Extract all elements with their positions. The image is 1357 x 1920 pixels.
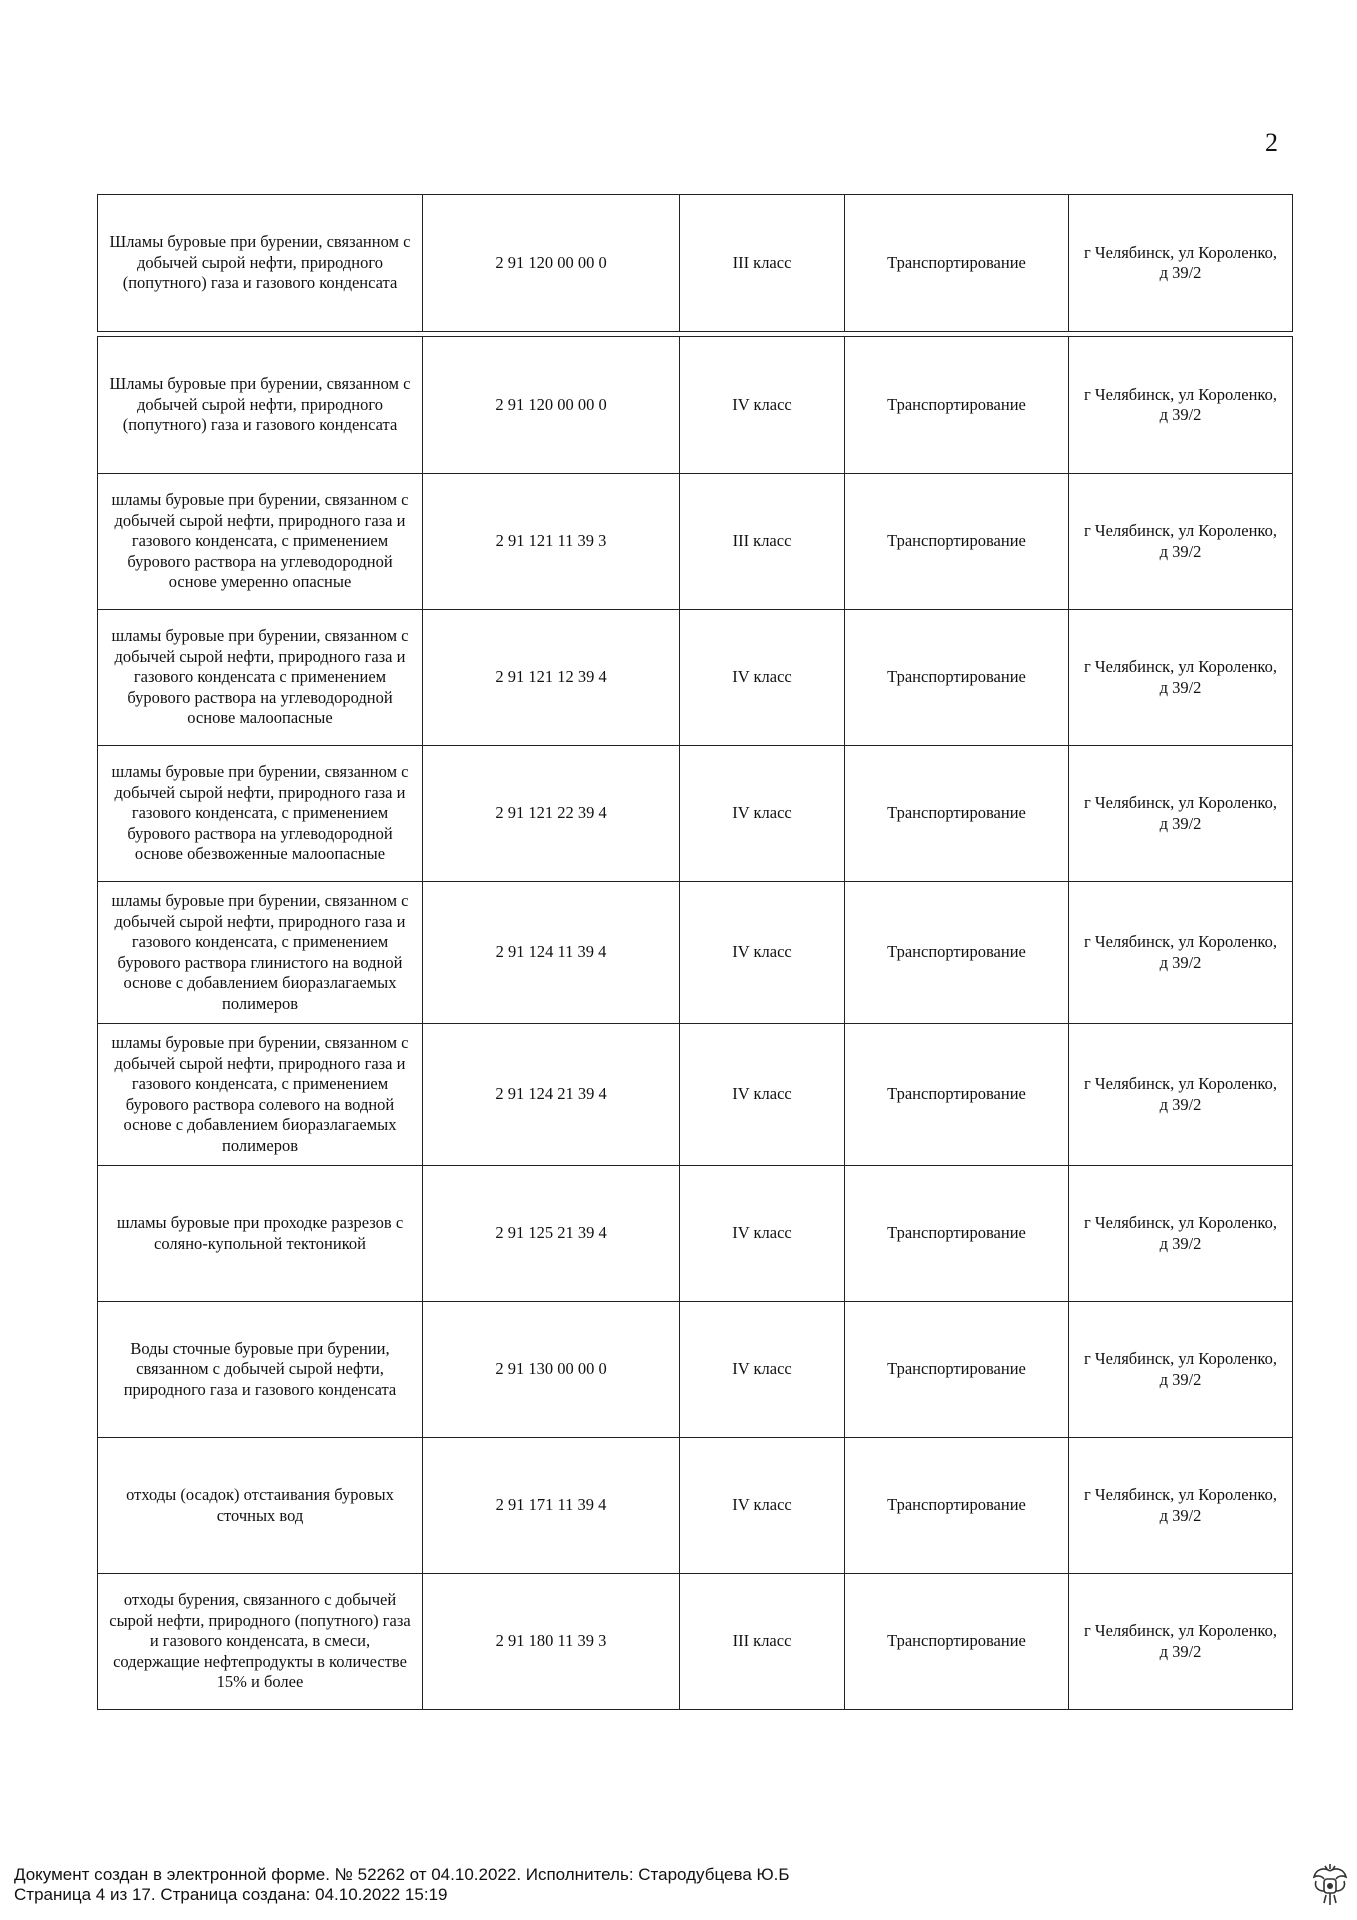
hazard-class-cell: III класс: [679, 1574, 844, 1709]
hazard-class-cell: IV класс: [679, 337, 844, 473]
waste-name-cell: шламы буровые при бурении, связанном с добычей сырой нефти, природного газа и газового конденсата, с применением бурового раствора на углеводородной основе обезвоженные малоопасные: [111, 762, 409, 864]
waste-name-cell: Воды сточные буровые при бурении, связанном с добычей сырой нефти, природного газа и газового конденсата: [123, 1338, 397, 1399]
address-cell: г Челябинск, ул Короленко, д 39/2: [1068, 1024, 1292, 1165]
waste-name-cell: шламы буровые при бурении, связанном с добычей сырой нефти, природного газа и газового конденсата с применением бурового раствора на углеводородной основе малоопасные: [111, 626, 409, 728]
page-number: 2: [1265, 128, 1278, 157]
hazard-class-cell: IV класс: [679, 746, 844, 881]
address-cell: г Челябинск, ул Короленко, д 39/2: [1068, 1574, 1292, 1709]
address-cell: г Челябинск, ул Короленко, д 39/2: [1068, 1166, 1292, 1301]
document-footer: [14, 1865, 790, 1905]
waste-name-cell: шламы буровые при бурении, связанном с добычей сырой нефти, природного газа и газового конденсата, с применением бурового раствора солевого на водной основе с добавлением биоразлагаемых полимеров: [111, 1033, 409, 1155]
hazard-class-cell: IV класс: [679, 1166, 844, 1301]
waste-code-cell: 2 91 125 21 39 4: [422, 1166, 679, 1301]
address-cell: г Челябинск, ул Короленко, д 39/2: [1068, 882, 1292, 1023]
table-row: [98, 473, 1292, 609]
waste-name-cell: шламы буровые при бурении, связанном с добычей сырой нефти, природного газа и газового конденсата, с применением бурового раствора глинистого на водной основе с добавлением биоразлагаемых полимеров: [111, 891, 409, 1013]
state-emblem-icon: [1310, 1863, 1350, 1907]
table-row: [98, 195, 1292, 331]
table-row: [98, 1573, 1292, 1709]
activity-type-cell: Транспортирование: [844, 1302, 1068, 1437]
hazard-class-cell: IV класс: [679, 610, 844, 745]
waste-name-cell: шламы буровые при проходке разрезов с соляно-купольной тектоникой: [116, 1213, 404, 1253]
hazard-class-cell: IV класс: [679, 1024, 844, 1165]
waste-code-cell: 2 91 124 11 39 4: [422, 882, 679, 1023]
waste-name-cell: отходы (осадок) отстаивания буровых сточных вод: [126, 1485, 394, 1525]
waste-name-cell: шламы буровые при бурении, связанном с добычей сырой нефти, природного газа и газового конденсата, с применением бурового раствора на углеводородной основе умеренно опасные: [111, 490, 409, 592]
address-cell: г Челябинск, ул Короленко, д 39/2: [1068, 1438, 1292, 1573]
activity-type-cell: Транспортирование: [844, 1574, 1068, 1709]
table-row: [98, 1437, 1292, 1573]
waste-code-cell: 2 91 180 11 39 3: [422, 1574, 679, 1709]
address-cell: г Челябинск, ул Короленко, д 39/2: [1068, 746, 1292, 881]
address-cell: г Челябинск, ул Короленко, д 39/2: [1068, 1302, 1292, 1437]
hazard-class-cell: III класс: [679, 195, 844, 331]
activity-type-cell: Транспортирование: [844, 195, 1068, 331]
waste-name-cell: отходы бурения, связанного с добычей сырой нефти, природного (попутного) газа и газового конденсата, в смеси, содержащие нефтепродукты в количестве 15% и более: [109, 1590, 411, 1692]
waste-name-cell: Шламы буровые при бурении, связанном с добычей сырой нефти, природного (попутного) газа и газового конденсата: [109, 374, 411, 435]
activity-type-cell: Транспортирование: [844, 337, 1068, 473]
waste-code-cell: 2 91 120 00 00 0: [422, 195, 679, 331]
hazard-class-cell: III класс: [679, 474, 844, 609]
address-cell: г Челябинск, ул Короленко, д 39/2: [1068, 195, 1292, 331]
activity-type-cell: Транспортирование: [844, 610, 1068, 745]
activity-type-cell: Транспортирование: [844, 882, 1068, 1023]
waste-table-block-2: [97, 336, 1293, 1710]
address-cell: г Челябинск, ул Короленко, д 39/2: [1068, 337, 1292, 473]
activity-type-cell: Транспортирование: [844, 1166, 1068, 1301]
table-row: [98, 609, 1292, 745]
hazard-class-cell: IV класс: [679, 882, 844, 1023]
table-row: [98, 881, 1292, 1023]
waste-code-cell: 2 91 171 11 39 4: [422, 1438, 679, 1573]
waste-code-cell: 2 91 121 11 39 3: [422, 474, 679, 609]
waste-code-cell: 2 91 121 22 39 4: [422, 746, 679, 881]
waste-code-cell: 2 91 124 21 39 4: [422, 1024, 679, 1165]
waste-code-cell: 2 91 121 12 39 4: [422, 610, 679, 745]
hazard-class-cell: IV класс: [679, 1302, 844, 1437]
waste-name-cell: Шламы буровые при бурении, связанном с добычей сырой нефти, природного (попутного) газа и газового конденсата: [109, 232, 411, 293]
address-cell: г Челябинск, ул Короленко, д 39/2: [1068, 610, 1292, 745]
activity-type-cell: Транспортирование: [844, 474, 1068, 609]
activity-type-cell: Транспортирование: [844, 1024, 1068, 1165]
activity-type-cell: Транспортирование: [844, 1438, 1068, 1573]
waste-code-cell: 2 91 130 00 00 0: [422, 1302, 679, 1437]
activity-type-cell: Транспортирование: [844, 746, 1068, 881]
table-row: [98, 1165, 1292, 1301]
waste-table-block-1: [97, 194, 1293, 332]
footer-line-2: Страница 4 из 17. Страница создана: 04.10.2022 15:19: [14, 1885, 448, 1904]
waste-code-cell: 2 91 120 00 00 0: [422, 337, 679, 473]
table-row: [98, 1023, 1292, 1165]
table-row: [98, 1301, 1292, 1437]
table-row: [98, 745, 1292, 881]
table-row: [98, 337, 1292, 473]
footer-line-1: Документ создан в электронной форме. № 52262 от 04.10.2022. Исполнитель: Стародубцева Ю.Б: [14, 1865, 790, 1884]
hazard-class-cell: IV класс: [679, 1438, 844, 1573]
address-cell: г Челябинск, ул Короленко, д 39/2: [1068, 474, 1292, 609]
